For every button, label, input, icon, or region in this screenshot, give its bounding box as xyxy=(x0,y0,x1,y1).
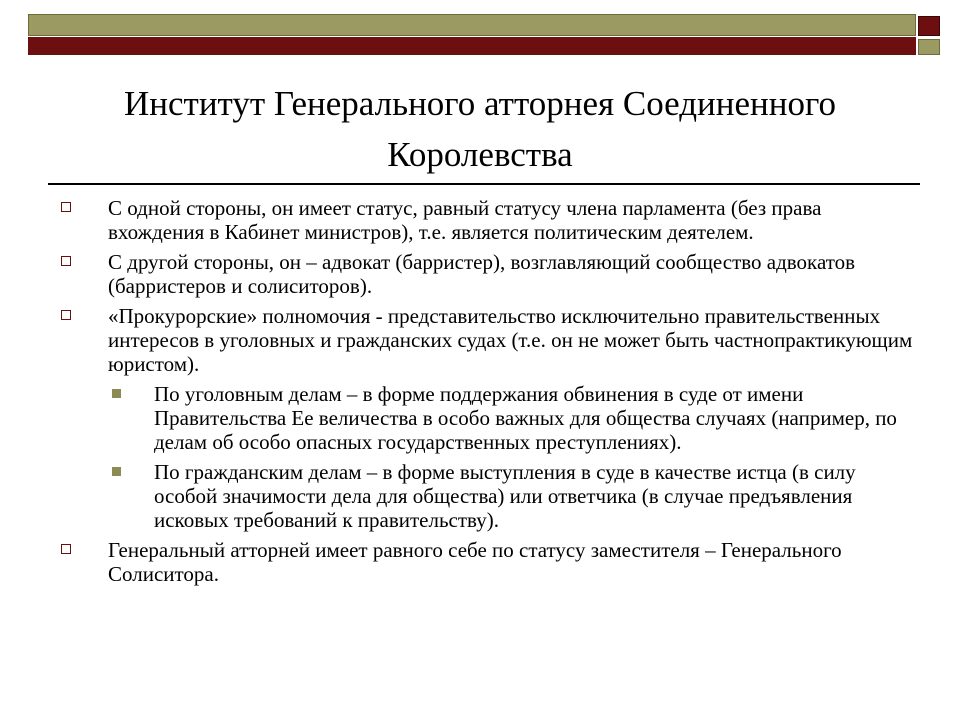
list-item xyxy=(58,250,918,298)
decorative-maroon-bar xyxy=(28,37,916,55)
slide-title-line-1: Институт Генерального атторнея Соединенного xyxy=(123,84,836,123)
list-item xyxy=(58,304,918,376)
list-item-text: «Прокурорские» полномочия - представительство исключительно правительственных интересов в уголовных и гражданских судах (т.е. он не может быть частнопрактикующим юристом). xyxy=(108,304,913,376)
title-divider xyxy=(48,183,920,185)
decorative-olive-square xyxy=(918,39,940,55)
slide-title-line-2: Королевства xyxy=(387,135,573,174)
filled-square-bullet-icon xyxy=(112,389,121,398)
sub-list-item-text: По уголовным делам – в форме поддержания обвинения в суде от имени Правительства Ее величества в особо важных для общества случаях (например, по делам об особо опасных государственных преступлениях). xyxy=(154,382,897,454)
decorative-olive-bar xyxy=(28,14,916,36)
bullet-list xyxy=(58,196,918,592)
hollow-square-bullet-icon xyxy=(61,544,71,554)
list-item xyxy=(58,538,918,586)
filled-square-bullet-icon xyxy=(112,467,121,476)
slide-title xyxy=(30,78,930,180)
sub-list-item-text: По гражданским делам – в форме выступления в суде в качестве истца (в силу особой значимости дела для общества) или ответчика (в случае предъявления исковых требований к правительству). xyxy=(154,460,856,532)
hollow-square-bullet-icon xyxy=(61,202,71,212)
sub-list-item xyxy=(58,382,918,454)
hollow-square-bullet-icon xyxy=(61,256,71,266)
list-item-text: С другой стороны, он – адвокат (барристер), возглавляющий сообщество адвокатов (барристеров и солиситоров). xyxy=(108,250,856,298)
list-item-text: С одной стороны, он имеет статус, равный статусу члена парламента (без права вхождения в Кабинет министров), т.е. является политическим деятелем. xyxy=(108,196,822,244)
hollow-square-bullet-icon xyxy=(61,310,71,320)
list-item xyxy=(58,196,918,244)
sub-list-item xyxy=(58,460,918,532)
decorative-maroon-square xyxy=(918,16,940,36)
list-item-text: Генеральный атторней имеет равного себе по статусу заместителя – Генерального Солиситора. xyxy=(108,538,842,586)
